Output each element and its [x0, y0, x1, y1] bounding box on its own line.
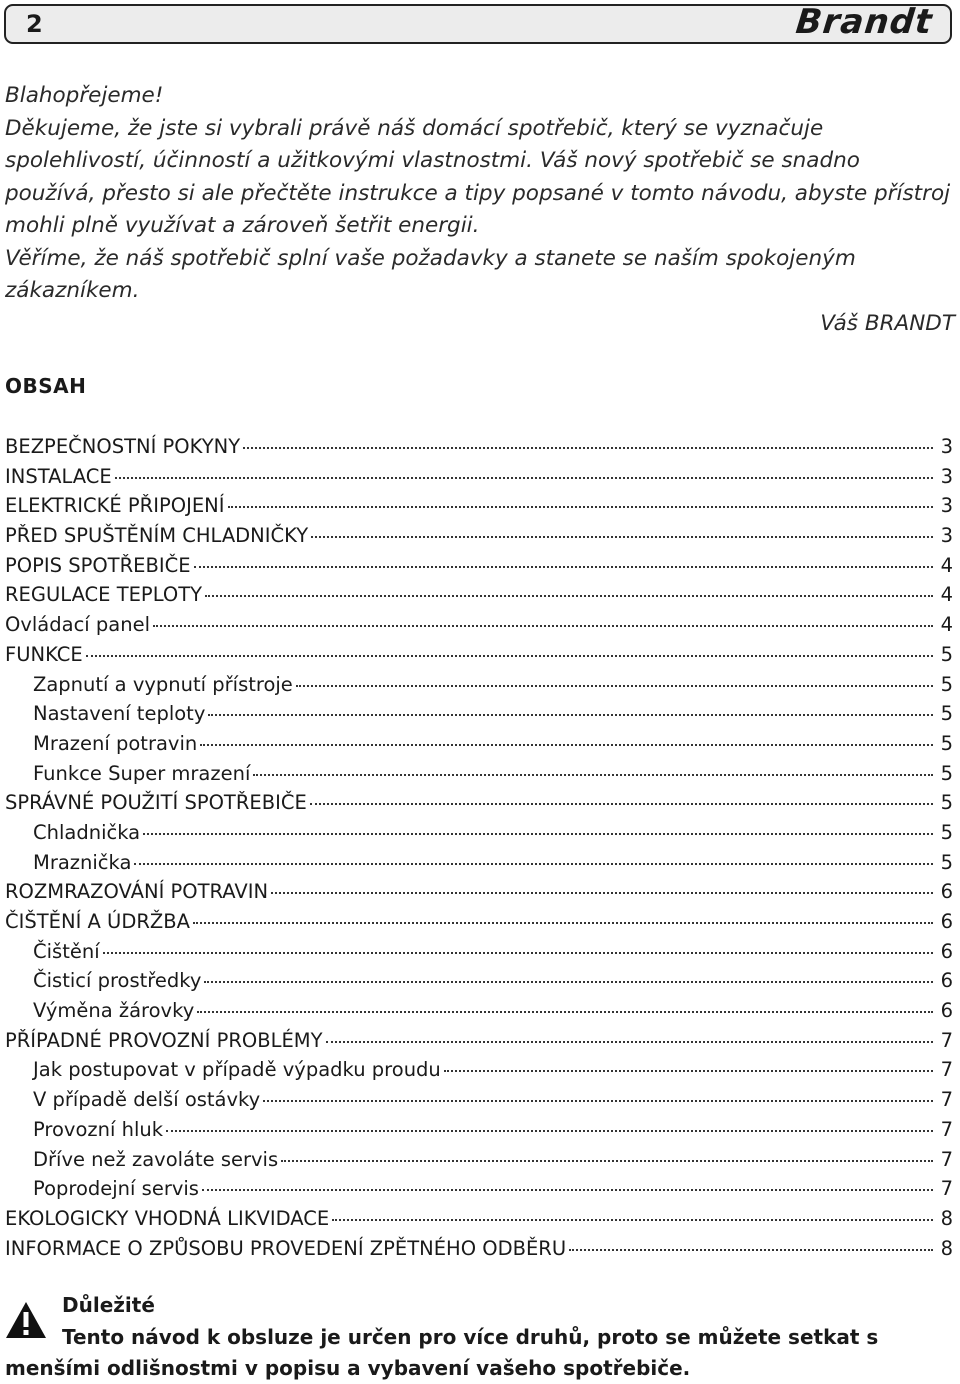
- toc-entry-page: 4: [940, 613, 953, 637]
- toc-entry-page: 7: [940, 1058, 953, 1082]
- closing-sentence: Věříme, že náš spotřebič splní vaše požadavky a stanete se naším spokojeným zákazníkem.: [5, 245, 856, 303]
- toc-entry: [5, 640, 953, 670]
- toc-entry-page: 6: [940, 939, 953, 963]
- toc-dot-leader: [444, 1069, 933, 1072]
- toc-dot-leader: [153, 624, 933, 627]
- toc-entry-page: 3: [940, 435, 953, 458]
- greeting: Blahopřejeme!: [5, 83, 164, 108]
- toc-entry-page: 7: [940, 1088, 953, 1112]
- toc-dot-leader: [103, 951, 933, 954]
- toc-dot-leader: [134, 862, 933, 865]
- toc-entry: [5, 580, 953, 610]
- brand-logo: Brandt: [793, 2, 935, 42]
- toc-entry-title: Dříve než zavoláte servis: [33, 1147, 279, 1171]
- toc-entry: [5, 1204, 953, 1234]
- toc-entry-title: ELEKTRICKÉ PŘIPOJENÍ: [5, 494, 225, 518]
- toc-entry-title: Chladnička: [33, 820, 141, 844]
- toc-entry-title: SPRÁVNÉ POUŽITÍ SPOTŘEBIČE: [5, 791, 307, 815]
- toc-entry-title: Zapnutí a vypnutí přístroje: [33, 672, 293, 696]
- toc-entry-page: 5: [940, 642, 953, 666]
- toc-dot-leader: [326, 1040, 933, 1043]
- toc-entry-page: 3: [940, 524, 953, 548]
- toc-entry: [5, 491, 953, 521]
- toc-dot-leader: [253, 773, 933, 776]
- toc-entry-title: INSTALACE: [5, 464, 112, 488]
- toc-entry-page: 7: [940, 1177, 953, 1201]
- toc-entry-page: 8: [940, 1236, 953, 1260]
- toc-entry-page: 5: [940, 850, 953, 874]
- toc-entry-title: PŘÍPADNÉ PROVOZNÍ PROBLÉMY: [5, 1028, 323, 1052]
- toc-entry-page: 4: [940, 553, 953, 577]
- toc-entry: [5, 937, 953, 967]
- toc-entry: [5, 848, 953, 878]
- intro-paragraph: Děkujeme, že jste si vybrali právě náš domácí spotřebič, který se vyznačuje spolehlivostí, účinností a užitkovými vlastnostmi. Váš nový spotřebič se snadno používá, přesto si ale přečtěte instrukce a tipy popsané v tomto návodu, abyste přístroj mohli plně využívat a zároveň šetřit energii.: [5, 115, 951, 238]
- toc-dot-leader: [194, 565, 933, 568]
- toc-dot-leader: [296, 684, 933, 687]
- toc-entry-title: Funkce Super mrazení: [33, 761, 251, 785]
- toc-dot-leader: [166, 1129, 933, 1132]
- toc-dot-leader: [200, 743, 933, 746]
- toc-dot-leader: [208, 713, 933, 716]
- toc-heading: OBSAH: [5, 374, 87, 398]
- toc-entry-page: 7: [940, 1028, 953, 1052]
- toc-entry: [5, 907, 953, 937]
- toc-dot-leader: [243, 446, 933, 449]
- toc-dot-leader: [263, 1099, 933, 1102]
- toc-dot-leader: [86, 654, 933, 657]
- toc-entry-page: 6: [940, 910, 953, 933]
- toc-entry: [5, 1234, 953, 1264]
- toc-entry-title: REGULACE TEPLOTY: [5, 583, 203, 607]
- toc-dot-leader: [197, 1010, 933, 1013]
- toc-entry-page: 6: [940, 999, 953, 1023]
- toc-entry-page: 5: [940, 820, 953, 844]
- signature: Váš BRANDT: [820, 310, 955, 336]
- toc-entry-page: 3: [940, 464, 953, 488]
- toc-entry: [5, 462, 953, 492]
- toc-entry-page: 5: [940, 761, 953, 785]
- toc-dot-leader: [310, 802, 933, 805]
- toc-entry: [5, 521, 953, 551]
- intro-text: [5, 80, 955, 340]
- toc-dot-leader: [115, 476, 933, 479]
- page-number: 2: [26, 10, 43, 38]
- toc-entry: [5, 1174, 953, 1204]
- toc-entry-title: Jak postupovat v případě výpadku proudu: [33, 1058, 441, 1082]
- toc-dot-leader: [271, 891, 933, 894]
- toc-entry-title: Výměna žárovky: [33, 999, 195, 1023]
- toc-dot-leader: [205, 594, 933, 597]
- toc-entry-page: 5: [940, 731, 953, 755]
- toc-entry-page: 5: [940, 702, 953, 726]
- toc-entry-title: ČIŠTĚNÍ A ÚDRŽBA: [5, 910, 190, 933]
- toc-entry-title: Nastavení teploty: [33, 702, 206, 726]
- toc-entry: [5, 699, 953, 729]
- toc-entry-page: 3: [940, 494, 953, 518]
- toc-entry-title: INFORMACE O ZPŮSOBU PROVEDENÍ ZPĚTNÉHO ODBĚRU: [5, 1236, 567, 1260]
- toc-entry-title: POPIS SPOTŘEBIČE: [5, 553, 191, 577]
- toc-entry-title: Mraznička: [33, 850, 132, 874]
- toc-entry: [5, 551, 953, 581]
- toc-entry-page: 7: [940, 1147, 953, 1171]
- toc-dot-leader: [281, 1159, 933, 1162]
- toc-entry: [5, 1115, 953, 1145]
- toc-entry-title: Poprodejní servis: [33, 1177, 199, 1201]
- toc-entry-title: FUNKCE: [5, 642, 83, 666]
- toc-entry: [5, 1026, 953, 1056]
- toc-dot-leader: [311, 535, 933, 538]
- toc-entry-title: V případě delší ostávky: [33, 1088, 261, 1112]
- toc-entry: [5, 877, 953, 907]
- toc-entry: [5, 670, 953, 700]
- toc-dot-leader: [193, 921, 933, 924]
- toc-entry-title: ROZMRAZOVÁNÍ POTRAVIN: [5, 880, 269, 904]
- toc-entry-page: 8: [940, 1206, 953, 1230]
- toc-entry: [5, 729, 953, 759]
- toc-entry-title: Čisticí prostředky: [33, 969, 202, 993]
- toc-entry-title: PŘED SPUŠTĚNÍM CHLADNIČKY: [5, 524, 309, 548]
- toc-entry: [5, 966, 953, 996]
- toc-entry: [5, 432, 953, 462]
- toc-entry-page: 7: [940, 1117, 953, 1141]
- toc-entry-title: Ovládací panel: [5, 613, 151, 637]
- toc-entry-page: 6: [940, 880, 953, 904]
- toc-dot-leader: [569, 1248, 933, 1251]
- table-of-contents: [5, 432, 953, 1263]
- toc-entry: [5, 610, 953, 640]
- toc-entry-page: 5: [940, 791, 953, 815]
- toc-entry: [5, 759, 953, 789]
- notice-title: Důležité: [62, 1293, 155, 1317]
- notice-text: Tento návod k obsluze je určen pro více druhů, proto se můžete setkat s menšími odlišnostmi v popisu a vybavení vašeho spotřebiče.: [5, 1325, 879, 1380]
- toc-dot-leader: [228, 505, 934, 508]
- toc-entry-title: Provozní hluk: [33, 1117, 164, 1141]
- page-header: [4, 4, 952, 44]
- toc-entry: [5, 996, 953, 1026]
- toc-entry-title: Mrazení potravin: [33, 731, 198, 755]
- toc-entry: [5, 1055, 953, 1085]
- toc-entry: [5, 1085, 953, 1115]
- toc-entry-page: 4: [940, 583, 953, 607]
- toc-entry: [5, 1145, 953, 1175]
- toc-dot-leader: [202, 1188, 933, 1191]
- toc-entry-title: Čištění: [33, 939, 100, 963]
- toc-entry-title: BEZPEČNOSTNÍ POKYNY: [5, 435, 241, 458]
- toc-entry-page: 6: [940, 969, 953, 993]
- toc-dot-leader: [332, 1218, 933, 1221]
- toc-dot-leader: [143, 832, 933, 835]
- toc-dot-leader: [204, 980, 933, 983]
- toc-entry: [5, 788, 953, 818]
- toc-entry-title: EKOLOGICKY VHODNÁ LIKVIDACE: [5, 1206, 330, 1230]
- toc-entry: [5, 818, 953, 848]
- toc-entry-page: 5: [940, 672, 953, 696]
